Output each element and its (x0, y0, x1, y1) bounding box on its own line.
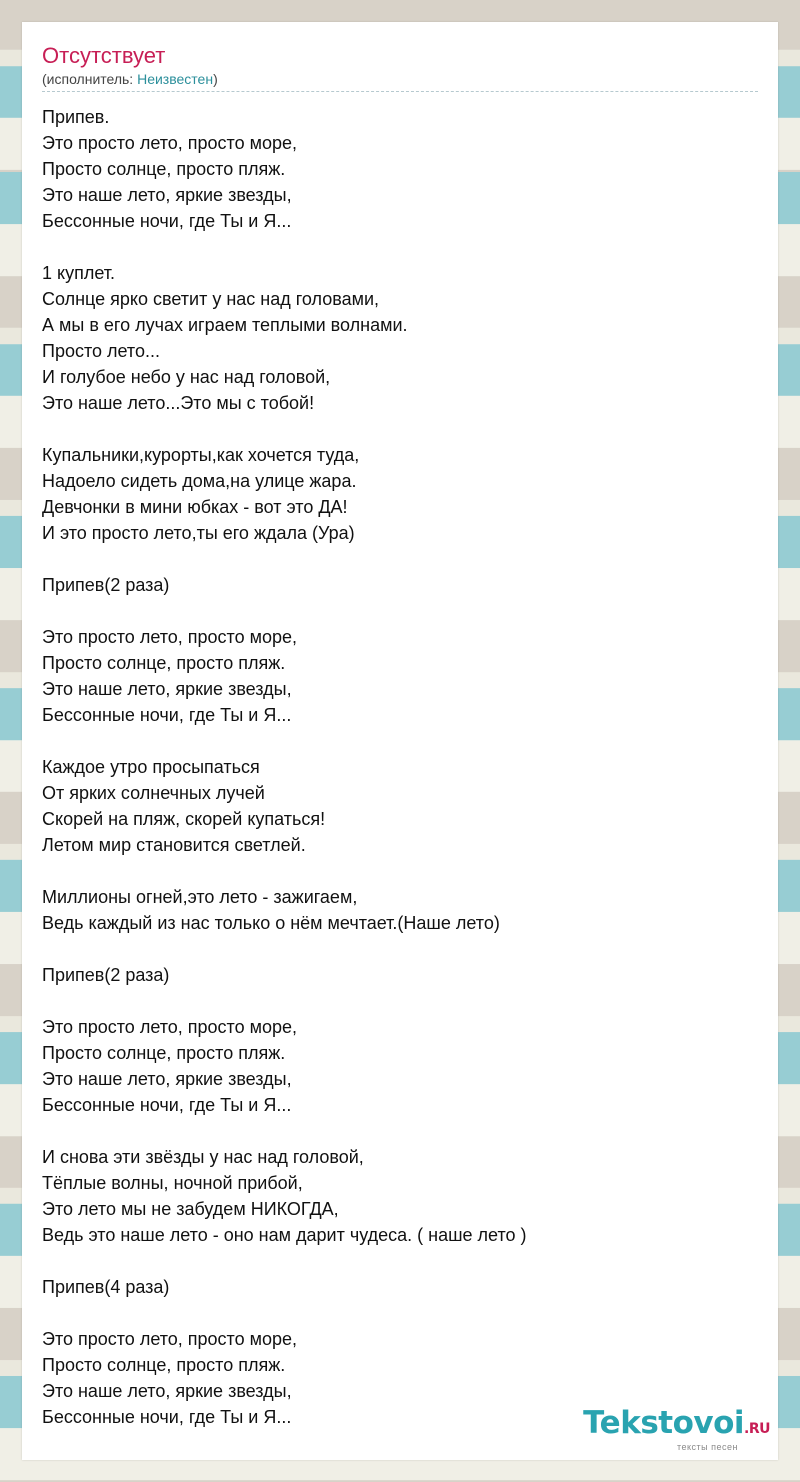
lyric-line: Это наше лето, яркие звезды, (42, 1381, 292, 1401)
lyric-line: Скорей на пляж, скорей купаться! (42, 809, 326, 829)
lyric-line (42, 936, 758, 962)
lyric-line: Солнце ярко светит у нас над головами, (42, 289, 380, 309)
lyric-line: Просто солнце, просто пляж. (42, 1043, 286, 1063)
lyric-line: Это просто лето, просто море, (42, 1017, 298, 1037)
performer-prefix: (исполнитель: (42, 71, 138, 87)
lyric-line: Это просто лето, просто море, (42, 1329, 298, 1349)
lyric-line (42, 1118, 758, 1144)
lyric-line: Это просто лето, просто море, (42, 627, 298, 647)
lyric-line: Это наше лето, яркие звезды, (42, 1069, 292, 1089)
lyric-line: Припев. (42, 107, 110, 127)
lyric-line: Бессонные ночи, где Ты и Я... (42, 1407, 292, 1427)
lyric-line: Бессонные ночи, где Ты и Я... (42, 705, 292, 725)
lyric-line: 1 куплет. (42, 263, 116, 283)
lyric-line: Это лето мы не забудем НИКОГДА, (42, 1199, 339, 1219)
lyric-line: Бессонные ночи, где Ты и Я... (42, 1095, 292, 1115)
lyric-line: Это наше лето, яркие звезды, (42, 185, 292, 205)
lyric-line: И голубое небо у нас над головой, (42, 367, 331, 387)
performer-suffix: ) (213, 71, 218, 87)
lyric-line: Ведь каждый из нас только о нём мечтает.(Наше лето) (42, 913, 500, 933)
lyric-line: Это наше лето, яркие звезды, (42, 679, 292, 699)
logo-wordmark (583, 1406, 770, 1446)
logo-name: Tekstovoi (583, 1405, 745, 1441)
lyrics-card (22, 22, 778, 1460)
lyric-line (42, 1248, 758, 1274)
lyric-line: От ярких солнечных лучей (42, 783, 265, 803)
lyric-line: Ведь это наше лето - оно нам дарит чудеса. ( наше лето ) (42, 1225, 527, 1245)
lyric-line: Купальники,курорты,как хочется туда, (42, 445, 360, 465)
lyric-line: И снова эти звёзды у нас над головой, (42, 1147, 364, 1167)
lyric-line: Просто лето... (42, 341, 160, 361)
lyric-line: А мы в его лучах играем теплыми волнами. (42, 315, 408, 335)
lyric-line: Просто солнце, просто пляж. (42, 1355, 286, 1375)
lyric-line: Это просто лето, просто море, (42, 133, 298, 153)
song-title: Отсутствует (42, 43, 166, 68)
lyric-line: Бессонные ночи, где Ты и Я... (42, 211, 292, 231)
lyric-line: Просто солнце, просто пляж. (42, 159, 286, 179)
site-logo[interactable] (583, 1406, 770, 1452)
lyric-line (42, 728, 758, 754)
lyric-line: Летом мир становится светлей. (42, 835, 306, 855)
lyric-line (42, 1300, 758, 1326)
lyric-line: Это наше лето...Это мы с тобой! (42, 393, 315, 413)
lyric-line: Припев(4 раза) (42, 1277, 170, 1297)
lyric-line (42, 988, 758, 1014)
lyric-line: Припев(2 раза) (42, 965, 170, 985)
lyric-line (42, 234, 758, 260)
lyric-line: Припев(2 раза) (42, 575, 170, 595)
lyrics-text (42, 104, 758, 1430)
lyric-line: И это просто лето,ты его ждала (Ура) (42, 523, 355, 543)
lyric-line (42, 546, 758, 572)
performer-line (42, 69, 758, 89)
lyric-line: Просто солнце, просто пляж. (42, 653, 286, 673)
lyric-line (42, 598, 758, 624)
performer-link[interactable]: Неизвестен (137, 71, 214, 87)
lyric-line (42, 858, 758, 884)
logo-tagline: тексты песен (676, 1442, 738, 1452)
lyric-line: Каждое утро просыпаться (42, 757, 260, 777)
lyric-line: Тёплые волны, ночной прибой, (42, 1173, 303, 1193)
song-header (42, 43, 758, 92)
lyric-line (42, 416, 758, 442)
lyric-line: Девчонки в мини юбках - вот это ДА! (42, 497, 348, 517)
lyric-line: Миллионы огней,это лето - зажигаем, (42, 887, 358, 907)
logo-tld: .RU (744, 1421, 770, 1437)
lyric-line: Надоело сидеть дома,на улице жара. (42, 471, 357, 491)
